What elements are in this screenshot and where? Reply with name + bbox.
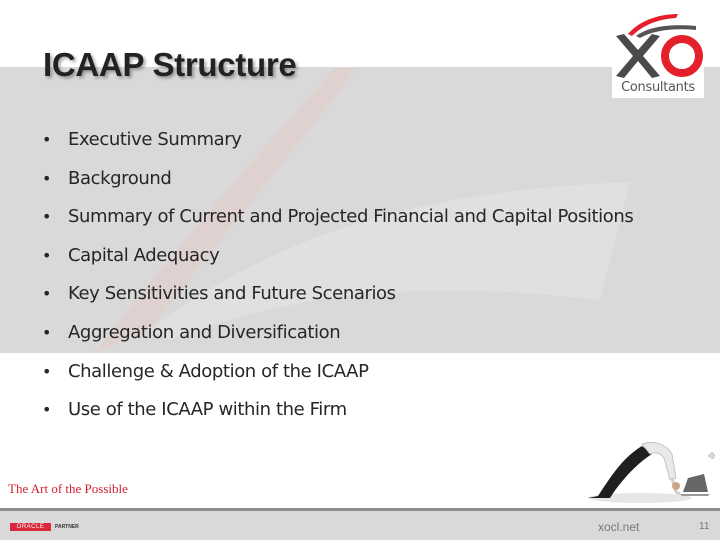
website-label: xocl.net xyxy=(598,520,640,534)
bullet-item: • Use of the ICAAP within the Firm xyxy=(42,397,662,423)
bullet-item: • Summary of Current and Projected Financial and Capital Positions xyxy=(42,204,662,230)
bullet-list xyxy=(42,127,662,436)
oracle-logo: ORACLE xyxy=(10,523,51,531)
bullet-icon: • xyxy=(42,130,52,149)
bullet-item: • Key Sensitivities and Future Scenarios xyxy=(42,281,662,307)
bullet-item: • Challenge & Adoption of the ICAAP xyxy=(42,359,662,385)
businessman-bridge-pose-illustration xyxy=(580,418,720,506)
slide-title: ICAAP Structure xyxy=(43,46,297,83)
tagline: The Art of the Possible xyxy=(8,481,128,496)
bullet-icon: • xyxy=(42,322,52,342)
xo-consultants-logo xyxy=(612,6,704,98)
bullet-icon: • xyxy=(42,207,52,227)
page-number: 11 xyxy=(699,521,710,532)
footer-bar xyxy=(0,508,720,540)
bullet-icon: • xyxy=(42,400,52,420)
logo-text: Consultants xyxy=(621,80,695,95)
bullet-icon: • xyxy=(42,361,52,381)
bullet-item: • Executive Summary xyxy=(42,127,662,153)
bullet-item: • Background xyxy=(42,166,662,192)
bullet-icon: • xyxy=(42,245,52,265)
bullet-icon: • xyxy=(42,284,52,304)
xo-logo-icon xyxy=(612,6,704,86)
bullet-icon: • xyxy=(42,168,52,188)
bullet-item: • Capital Adequacy xyxy=(42,243,662,269)
bullet-item: • Aggregation and Diversification xyxy=(42,320,662,346)
oracle-partner-label: PARTNER xyxy=(55,524,79,530)
